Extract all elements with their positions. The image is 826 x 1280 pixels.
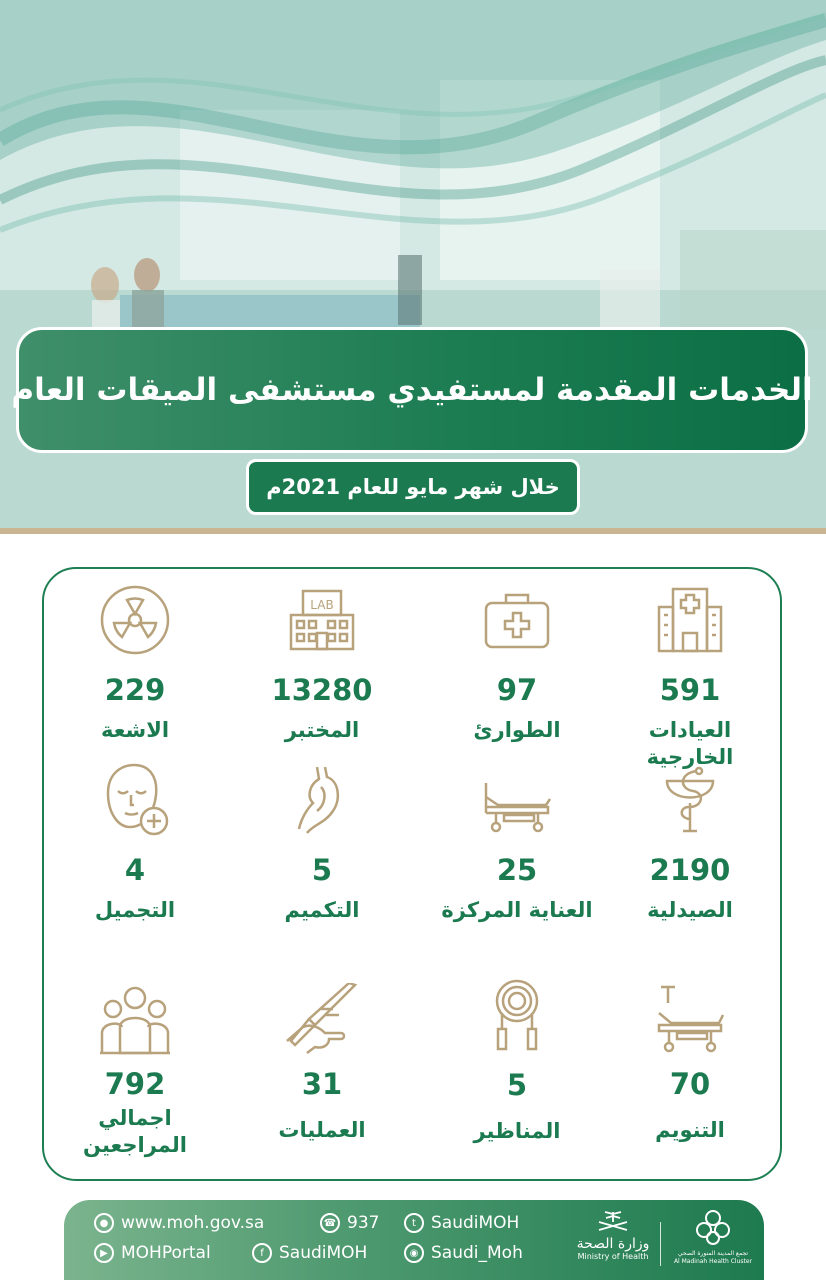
facebook-text: SaudiMOH (279, 1243, 368, 1263)
svg-text:LAB: LAB (310, 598, 334, 612)
stat-cosmetic (50, 763, 220, 924)
stat-label: اجمالي المراجعين (83, 1106, 187, 1157)
stomach-icon (285, 763, 359, 837)
stat-label: التنويم (655, 1118, 725, 1142)
stat-label: الاشعة (100, 718, 170, 742)
people-group-icon (98, 983, 172, 1057)
radiation-icon (98, 583, 172, 657)
stat-icu (432, 763, 602, 924)
laboratory-icon (285, 583, 359, 657)
endoscope-icon (480, 970, 554, 1058)
stat-label: العمليات (278, 1118, 366, 1142)
stat-value: 13280 (271, 673, 373, 707)
cluster-logo-arabic: تجمع المدينة المنورة الصحي (677, 1250, 749, 1257)
globe-icon: ● (94, 1213, 114, 1233)
stat-emergency (432, 583, 602, 744)
page-title: الخدمات المقدمة لمستفيدي مستشفى الميقات العام (11, 372, 813, 408)
stat-value: 591 (659, 673, 721, 707)
hero-banner (0, 0, 826, 530)
subtitle-banner (246, 459, 580, 515)
stat-label: الصيدلية (647, 898, 733, 922)
stat-value: 4 (124, 853, 146, 887)
title-banner (11, 327, 813, 453)
stat-value: 229 (104, 673, 166, 707)
inpatient-bed-icon (653, 983, 727, 1057)
stat-label: العيادات الخارجية (646, 718, 734, 769)
snapchat-text: Saudi_Moh (431, 1243, 523, 1263)
stat-value: 792 (104, 1067, 166, 1101)
stat-value: 97 (496, 673, 538, 707)
icu-bed-icon (480, 763, 554, 837)
stat-radiology (50, 583, 220, 744)
phone-text: 937 (347, 1213, 380, 1233)
stat-inpatient (605, 983, 775, 1144)
cluster-logo-english: Al Madinah Health Cluster (673, 1258, 753, 1265)
stat-value: 25 (496, 853, 538, 887)
stat-value: 31 (301, 1067, 343, 1101)
stat-operations (237, 983, 407, 1144)
twitter-icon: t (404, 1213, 424, 1233)
scalpel-icon (285, 983, 359, 1057)
snapchat-link[interactable] (404, 1243, 523, 1263)
phone-icon: ☎ (320, 1213, 340, 1233)
stat-label: التجميل (94, 898, 176, 922)
youtube-link[interactable] (94, 1243, 211, 1263)
stat-total-visitors (50, 983, 220, 1159)
stat-label: التكميم (284, 898, 360, 922)
youtube-text: MOHPortal (121, 1243, 211, 1263)
stat-endoscopy (432, 970, 602, 1145)
moh-logo (570, 1210, 656, 1262)
phone-link[interactable] (320, 1213, 379, 1233)
pharmacy-icon (653, 763, 727, 837)
first-aid-kit-icon (480, 583, 554, 657)
stat-laboratory (237, 583, 407, 744)
cluster-flower-icon (693, 1208, 733, 1246)
website-link[interactable] (94, 1213, 264, 1233)
divider-band (0, 528, 826, 534)
snapchat-icon: ◉ (404, 1243, 424, 1263)
stat-value: 2190 (649, 853, 731, 887)
stat-value: 5 (311, 853, 333, 887)
facebook-icon: f (252, 1243, 272, 1263)
footer-bar (64, 1200, 764, 1280)
website-text: www.moh.gov.sa (121, 1213, 265, 1233)
youtube-icon: ▶ (94, 1243, 114, 1263)
stat-sleeve (237, 763, 407, 924)
hospital-building-icon (653, 583, 727, 657)
stat-pharmacy (605, 763, 775, 924)
stat-outpatient (605, 583, 775, 771)
logo-divider (660, 1222, 661, 1266)
cosmetic-face-icon (98, 763, 172, 837)
palm-swords-icon (593, 1210, 633, 1232)
twitter-link[interactable] (404, 1213, 519, 1233)
stat-value: 5 (506, 1068, 528, 1102)
stat-value: 70 (669, 1067, 711, 1101)
moh-logo-arabic: وزارة الصحة (576, 1236, 650, 1252)
cluster-logo (668, 1208, 758, 1266)
stat-label: المختبر (284, 718, 360, 742)
stat-label: المناظير (473, 1119, 561, 1143)
stat-label: العناية المركزة (441, 898, 593, 922)
facebook-link[interactable] (252, 1243, 367, 1263)
twitter-text: SaudiMOH (431, 1213, 520, 1233)
moh-logo-english: Ministry of Health (577, 1252, 649, 1261)
page-subtitle: خلال شهر مايو للعام 2021م (266, 475, 560, 499)
stat-label: الطوارئ (473, 718, 561, 742)
